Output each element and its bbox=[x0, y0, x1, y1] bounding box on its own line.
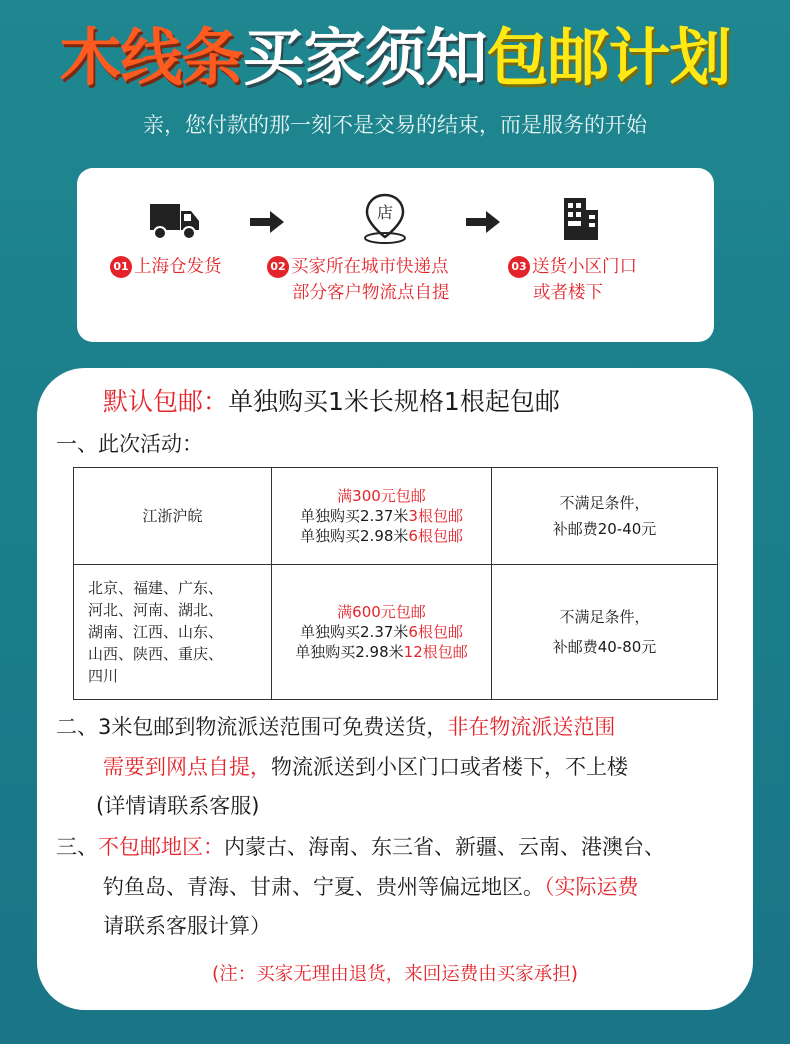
truck-icon bbox=[150, 200, 200, 242]
section-2-line-2: 需要到网点自提，物流派送到小区门口或者楼下，不上楼 bbox=[103, 755, 628, 779]
offer-cell: 满300元包邮 单独购买2.37米3根包邮 单独购买2.98米6根包邮 bbox=[272, 468, 492, 565]
default-shipping-label: 默认包邮： bbox=[103, 387, 229, 416]
svg-text:店: 店 bbox=[376, 203, 394, 222]
arrow-right-icon bbox=[466, 211, 500, 237]
section-3-line-1: 三、不包邮地区：内蒙古、海南、东三省、新疆、云南、港澳台、 bbox=[56, 835, 665, 859]
table-row bbox=[74, 468, 718, 565]
step-badge: 02 bbox=[267, 256, 289, 278]
fee-cell: 不满足条件， 补邮费20-40元 bbox=[492, 468, 718, 565]
title-part-3: 包邮计划 bbox=[486, 21, 731, 94]
offer-cell: 满600元包邮 单独购买2.37米6根包邮 单独购买2.98米12根包邮 bbox=[272, 565, 492, 700]
step-badge: 01 bbox=[110, 256, 132, 278]
fee-cell: 不满足条件， 补邮费40-80元 bbox=[492, 565, 718, 700]
arrow-right-icon bbox=[250, 211, 284, 237]
default-shipping-line bbox=[103, 384, 560, 420]
shipping-table bbox=[73, 467, 718, 700]
page-title bbox=[0, 18, 790, 98]
return-shipping-footnote: (注：买家无理由退货，来回运费由买家承担) bbox=[212, 964, 578, 985]
section-3-line-2: 钓鱼岛、青海、甘肃、宁夏、贵州等偏远地区。（实际运费 bbox=[103, 875, 639, 899]
step-2-label: 02 买家所在城市快递点 部分客户物流点自提 bbox=[267, 254, 450, 306]
section-3-line-3: 请联系客服计算） bbox=[103, 914, 271, 938]
default-shipping-text: 单独购买1米长规格1根起包邮 bbox=[228, 387, 560, 416]
table-row bbox=[74, 565, 718, 700]
page-subtitle: 亲，您付款的那一刻不是交易的结束，而是服务的开始 bbox=[143, 113, 647, 137]
title-part-1: 木线条 bbox=[59, 21, 243, 94]
title-part-2: 买家须知 bbox=[242, 21, 487, 94]
region-cell: 北京、福建、广东、 河北、河南、湖北、 湖南、江西、山东、 山西、陕西、重庆、 四川 bbox=[74, 565, 272, 700]
region-cell: 江浙沪皖 bbox=[74, 468, 272, 565]
building-icon bbox=[562, 196, 598, 242]
step-badge: 03 bbox=[508, 256, 530, 278]
store-location-icon bbox=[360, 192, 410, 244]
step-1-label: 01 上海仓发货 bbox=[110, 254, 222, 280]
section-1-title: 一、此次活动： bbox=[56, 432, 203, 456]
section-2-line-3: (详情请联系客服) bbox=[96, 794, 260, 818]
step-3-label: 03 送货小区门口 或者楼下 bbox=[508, 254, 637, 306]
section-2-line-1: 二、3米包邮到物流派送范围可免费送货，非在物流派送范围 bbox=[56, 715, 616, 739]
